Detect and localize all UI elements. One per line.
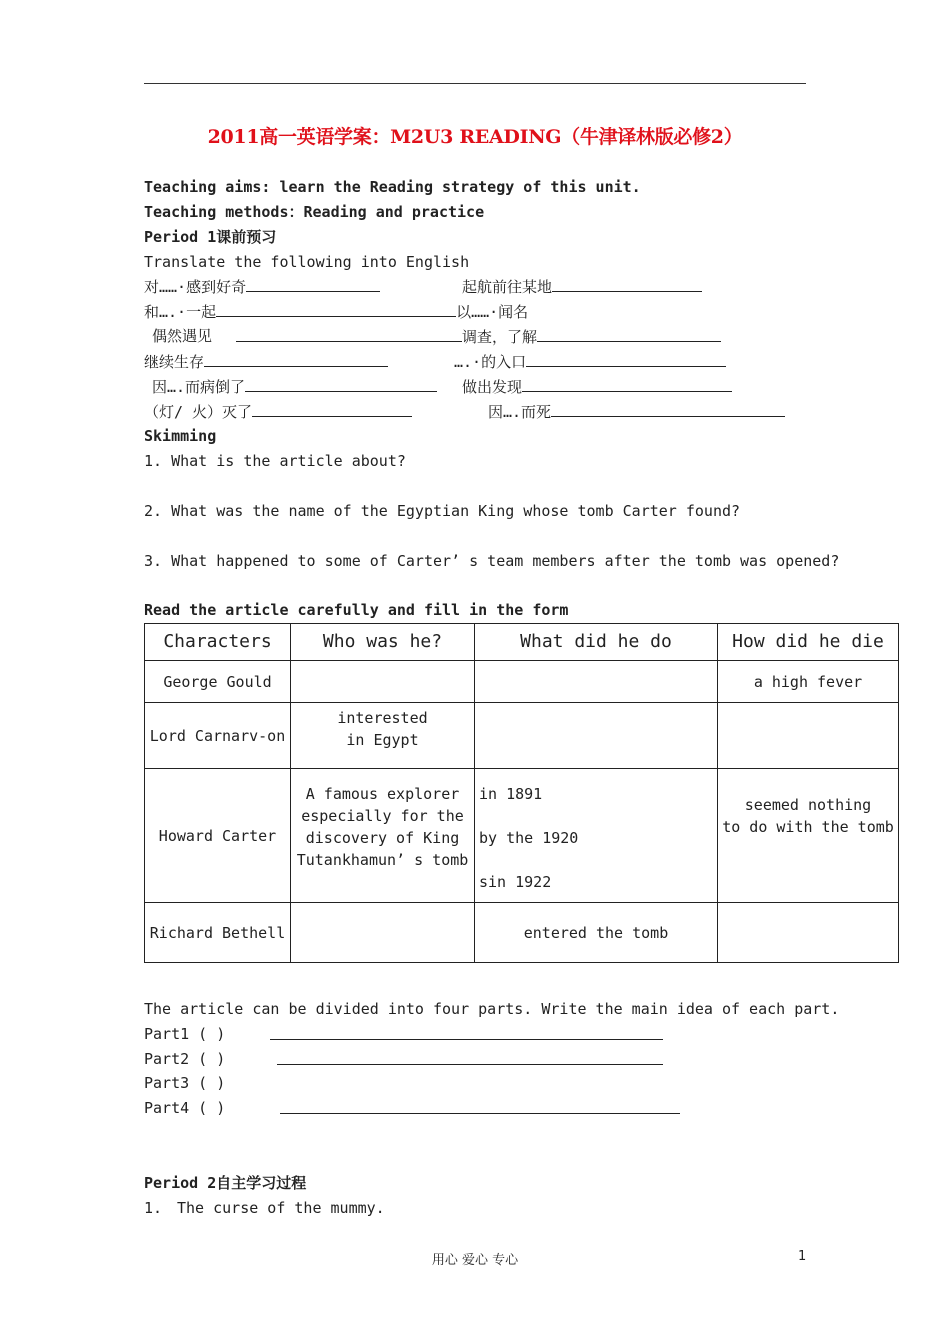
list-item-text: The curse of the mummy. (177, 1199, 385, 1217)
item-number: 1. (144, 1199, 163, 1217)
characters-table (144, 623, 899, 963)
phrase-text: 和….·一起 (144, 303, 217, 321)
answer-blank[interactable] (526, 351, 726, 367)
phrase-text: 对……·感到好奇 (144, 278, 247, 296)
phrase-text: ….·的入口 (454, 353, 527, 371)
list-item (144, 1198, 162, 1218)
cell-who (291, 703, 475, 769)
parts-instruction: The article can be divided into four parts. Write the main idea of each part. (144, 1000, 840, 1018)
phrase-text: 因….而病倒了 (152, 378, 246, 396)
header-how: How did he die (718, 624, 899, 661)
answer-blank[interactable] (280, 1098, 680, 1114)
cell-how[interactable] (718, 703, 899, 769)
part-label: Part3 ( ) (144, 1074, 226, 1092)
teaching-methods: Teaching methods：Reading and practice (144, 203, 485, 221)
cell-line: discovery of King (305, 829, 460, 847)
skimming-heading: Skimming (144, 427, 217, 445)
cell-line: to do with the tomb (722, 818, 894, 836)
answer-blank[interactable] (216, 301, 456, 317)
answer-blank[interactable] (537, 326, 721, 342)
answer-blank[interactable] (552, 276, 702, 292)
answer-blank[interactable] (246, 276, 380, 292)
phrase-item (144, 301, 528, 322)
page-number: 1 (798, 1249, 807, 1264)
teaching-aims: Teaching aims: learn the Reading strategy of this unit. (144, 178, 641, 196)
answer-blank[interactable] (245, 376, 437, 392)
cell-name: Howard Carter (145, 769, 291, 903)
phrase-item (236, 326, 721, 347)
phrase-text: 以……·闻名 (456, 303, 529, 321)
cell-line: in 1891 (479, 785, 543, 803)
cell-what (475, 769, 718, 903)
phrase-text: 做出发现 (462, 378, 523, 396)
form-heading: Read the article carefully and fill in the form (144, 601, 569, 619)
answer-blank[interactable] (522, 376, 732, 392)
part-line (144, 1024, 225, 1044)
cell-name: George Gould (145, 661, 291, 703)
phrase-item (144, 276, 380, 297)
cell-line: interested (337, 709, 428, 727)
cell-what: entered the tomb (475, 903, 718, 963)
phrase-text: 偶然遇见 (152, 327, 213, 345)
answer-blank[interactable] (277, 1049, 663, 1065)
answer-blank[interactable] (236, 326, 462, 342)
skimming-question-1: 1. What is the article about? (144, 452, 406, 470)
answer-blank[interactable] (204, 351, 388, 367)
skimming-question-2: 2. What was the name of the Egyptian King whose tomb Carter found? (144, 502, 741, 520)
part-line (144, 1049, 225, 1069)
part-label: Part1 ( ) (144, 1025, 226, 1043)
table-row (145, 661, 899, 703)
header-characters: Characters (145, 624, 291, 661)
cell-name: Lord Carnarv-on (145, 703, 291, 769)
page-footer: 用心 爱心 专心 (431, 1253, 519, 1268)
cell-line: seemed nothing (744, 796, 872, 814)
cell-how (718, 769, 899, 903)
cell-line: Tutankhamun’ s tomb (296, 851, 469, 869)
cell-who[interactable] (291, 903, 475, 963)
phrase-text: （灯/ 火）灭了 (144, 403, 253, 421)
cell-how[interactable] (718, 903, 899, 963)
header-rule (144, 83, 806, 84)
phrase-item (152, 326, 212, 346)
cell-what[interactable] (475, 661, 718, 703)
cell-who (291, 769, 475, 903)
phrase-text: 继续生存 (144, 353, 205, 371)
cell-line: in Egypt (346, 731, 419, 749)
answer-blank[interactable] (551, 401, 785, 417)
table-row (145, 769, 899, 903)
header-what: What did he do (475, 624, 718, 661)
period-1-heading: Period 1课前预习 (144, 228, 277, 246)
cell-how: a high fever (718, 661, 899, 703)
part-line (144, 1098, 225, 1118)
phrase-item (144, 401, 412, 422)
phrase-item (152, 376, 437, 397)
cell-what[interactable] (475, 703, 718, 769)
answer-blank[interactable] (252, 401, 412, 417)
phrase-text: 起航前往某地 (462, 278, 553, 296)
part-label: Part2 ( ) (144, 1050, 226, 1068)
skimming-question-3: 3. What happened to some of Carter’ s team members after the tomb was opened? (144, 552, 840, 570)
phrase-item (144, 351, 388, 372)
header-who: Who was he? (291, 624, 475, 661)
table-header-row (145, 624, 899, 661)
cell-name: Richard Bethell (145, 903, 291, 963)
translate-instruction: Translate the following into English (144, 253, 470, 271)
phrase-item (462, 376, 732, 397)
phrase-text: 因….而死 (488, 403, 552, 421)
period-2-heading: Period 2自主学习过程 (144, 1174, 307, 1192)
cell-line: A famous explorer (305, 785, 460, 803)
table-row (145, 903, 899, 963)
cell-line: sin 1922 (479, 873, 552, 891)
cell-line: by the 1920 (479, 829, 579, 847)
phrase-item (454, 351, 726, 372)
phrase-text: 调查，了解 (462, 328, 538, 346)
part-label: Part4 ( ) (144, 1099, 226, 1117)
part-line (144, 1073, 225, 1093)
phrase-item (462, 276, 702, 297)
cell-who[interactable] (291, 661, 475, 703)
document-title: 2011高一英语学案：M2U3 READING（牛津译林版必修2） (207, 126, 743, 148)
table-row (145, 703, 899, 769)
answer-blank[interactable] (270, 1024, 663, 1040)
cell-line: especially for the (301, 807, 464, 825)
phrase-item (488, 401, 785, 422)
